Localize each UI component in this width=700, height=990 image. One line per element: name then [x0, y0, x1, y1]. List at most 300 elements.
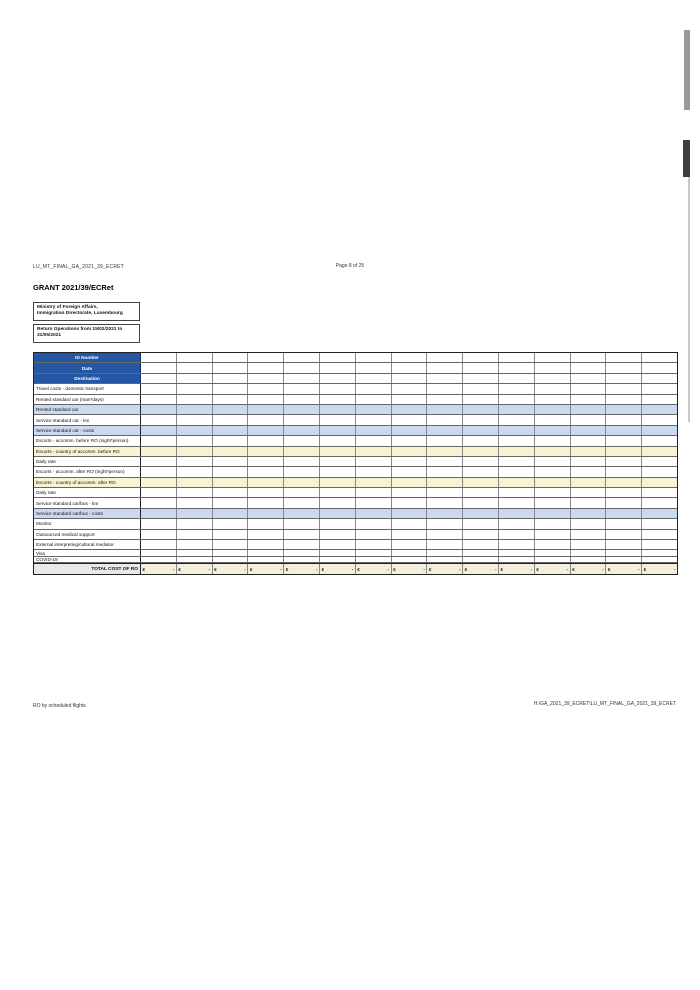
- empty-cell: [642, 436, 677, 445]
- empty-cell: [248, 467, 284, 476]
- info-box: [33, 302, 140, 346]
- currency-symbol: €: [178, 566, 181, 572]
- empty-cell: [463, 550, 499, 556]
- empty-cell: [356, 353, 392, 362]
- empty-cell: [535, 363, 571, 372]
- empty-cell: [320, 436, 356, 445]
- empty-amount: -: [315, 566, 318, 572]
- empty-cell: [606, 363, 642, 372]
- empty-cell: [320, 498, 356, 507]
- empty-cell: [392, 447, 428, 456]
- table-row: [34, 498, 677, 508]
- empty-cell: [320, 540, 356, 549]
- empty-cell: [141, 457, 177, 466]
- empty-amount: -: [423, 566, 425, 572]
- empty-cell: [499, 405, 535, 414]
- table-row: [34, 467, 677, 477]
- empty-cell: [320, 374, 356, 383]
- empty-cell: [606, 467, 642, 476]
- empty-cell: [320, 457, 356, 466]
- empty-cell: [248, 374, 284, 383]
- empty-cell: [463, 363, 499, 372]
- empty-cell: [248, 488, 284, 497]
- empty-cell: [535, 374, 571, 383]
- empty-cell: [571, 447, 607, 456]
- table-row: [34, 405, 677, 415]
- empty-cell: [392, 467, 428, 476]
- empty-cell: [463, 488, 499, 497]
- empty-cell: [248, 557, 284, 563]
- empty-cell: [571, 530, 607, 539]
- empty-cell: [284, 540, 320, 549]
- row-label: Service standard car/bus - costs: [34, 509, 141, 518]
- empty-cell: [320, 384, 356, 393]
- table-row: [34, 447, 677, 457]
- empty-cell: [392, 540, 428, 549]
- empty-cell: [606, 550, 642, 556]
- empty-cell: [571, 384, 607, 393]
- empty-cell: [571, 540, 607, 549]
- empty-cell: [392, 478, 428, 487]
- empty-cell: [463, 498, 499, 507]
- empty-cell: [642, 405, 677, 414]
- empty-cell: [535, 519, 571, 528]
- empty-cell: [356, 426, 392, 435]
- empty-cell: [177, 498, 213, 507]
- empty-cell: [213, 457, 249, 466]
- empty-cell: [427, 457, 463, 466]
- empty-cell: [356, 384, 392, 393]
- table-row: [34, 488, 677, 498]
- empty-cell: [642, 498, 677, 507]
- empty-cell: [284, 405, 320, 414]
- empty-cell: [177, 353, 213, 362]
- empty-amount: -: [566, 566, 569, 572]
- empty-cell: [642, 426, 677, 435]
- empty-cell: [427, 540, 463, 549]
- empty-cell: [320, 405, 356, 414]
- empty-cell: [606, 415, 642, 424]
- empty-cell: [320, 488, 356, 497]
- empty-cell: [427, 478, 463, 487]
- empty-cell: [535, 540, 571, 549]
- empty-cell: [571, 519, 607, 528]
- empty-cell: [213, 498, 249, 507]
- currency-symbol: €: [536, 566, 539, 572]
- empty-cell: [535, 436, 571, 445]
- ministry-line-2: Immigration Directorate, Luxembourg: [37, 311, 123, 317]
- header-label: Date: [34, 363, 141, 372]
- empty-cell: [141, 540, 177, 549]
- empty-cell: [320, 557, 356, 563]
- currency-symbol: €: [285, 566, 289, 572]
- empty-cell: [320, 395, 356, 404]
- empty-cell: [284, 415, 320, 424]
- empty-cell: [141, 498, 177, 507]
- empty-cell: [571, 436, 607, 445]
- empty-cell: [141, 405, 177, 414]
- empty-cell: [320, 478, 356, 487]
- total-cell: [392, 564, 428, 574]
- table-row: [34, 384, 677, 394]
- empty-amount: -: [494, 566, 497, 572]
- empty-cell: [427, 405, 463, 414]
- empty-cell: [499, 519, 535, 528]
- row-label: Service standard car - costs: [34, 426, 141, 435]
- empty-cell: [284, 395, 320, 404]
- empty-cell: [535, 415, 571, 424]
- empty-amount: -: [280, 566, 282, 572]
- currency-symbol: €: [500, 566, 504, 572]
- empty-cell: [427, 374, 463, 383]
- empty-cell: [499, 447, 535, 456]
- empty-cell: [141, 467, 177, 476]
- empty-cell: [499, 509, 535, 518]
- empty-cell: [141, 353, 177, 362]
- empty-cell: [535, 467, 571, 476]
- empty-cell: [248, 509, 284, 518]
- empty-cell: [213, 374, 249, 383]
- empty-cell: [213, 395, 249, 404]
- empty-cell: [427, 395, 463, 404]
- empty-cell: [284, 530, 320, 539]
- empty-cell: [427, 467, 463, 476]
- empty-cell: [284, 557, 320, 563]
- empty-cell: [141, 384, 177, 393]
- table-row: [34, 395, 677, 405]
- empty-cell: [392, 557, 428, 563]
- empty-cell: [392, 488, 428, 497]
- empty-cell: [141, 488, 177, 497]
- empty-cell: [535, 447, 571, 456]
- table-row: [34, 436, 677, 446]
- empty-cell: [606, 374, 642, 383]
- row-label: Escorts - accomm. before RO (night*person): [34, 436, 141, 445]
- total-label: TOTAL COST OF RO: [34, 564, 141, 574]
- empty-cell: [499, 530, 535, 539]
- empty-cell: [392, 353, 428, 362]
- empty-cell: [606, 457, 642, 466]
- empty-cell: [213, 467, 249, 476]
- empty-cell: [141, 530, 177, 539]
- empty-cell: [248, 498, 284, 507]
- empty-cell: [463, 467, 499, 476]
- empty-cell: [356, 405, 392, 414]
- total-cell: [248, 564, 284, 574]
- table-row: [34, 519, 677, 529]
- empty-cell: [499, 478, 535, 487]
- empty-cell: [499, 436, 535, 445]
- empty-cell: [606, 426, 642, 435]
- empty-cell: [320, 550, 356, 556]
- empty-cell: [571, 426, 607, 435]
- empty-cell: [213, 415, 249, 424]
- currency-symbol: €: [643, 566, 647, 572]
- empty-cell: [571, 353, 607, 362]
- empty-cell: [213, 557, 249, 563]
- empty-cell: [606, 498, 642, 507]
- empty-cell: [606, 353, 642, 362]
- total-cell: [320, 564, 356, 574]
- empty-cell: [356, 363, 392, 372]
- empty-cell: [392, 498, 428, 507]
- empty-cell: [427, 363, 463, 372]
- table-header-row: [34, 353, 677, 363]
- empty-amount: -: [208, 566, 211, 572]
- empty-cell: [356, 509, 392, 518]
- scan-artifact: [688, 177, 690, 422]
- currency-symbol: €: [142, 566, 146, 572]
- empty-cell: [427, 519, 463, 528]
- empty-cell: [606, 519, 642, 528]
- empty-cell: [463, 530, 499, 539]
- empty-cell: [535, 478, 571, 487]
- empty-cell: [284, 436, 320, 445]
- empty-cell: [392, 426, 428, 435]
- empty-cell: [535, 426, 571, 435]
- empty-cell: [427, 384, 463, 393]
- scan-artifact: [684, 30, 690, 110]
- empty-cell: [177, 415, 213, 424]
- empty-cell: [177, 557, 213, 563]
- empty-cell: [392, 509, 428, 518]
- row-label: Escorts - accomm. after RO (night*person): [34, 467, 141, 476]
- empty-cell: [320, 353, 356, 362]
- empty-cell: [642, 478, 677, 487]
- empty-cell: [141, 374, 177, 383]
- empty-cell: [499, 557, 535, 563]
- total-cell: [356, 564, 392, 574]
- empty-cell: [499, 488, 535, 497]
- empty-cell: [213, 436, 249, 445]
- empty-cell: [606, 395, 642, 404]
- empty-cell: [392, 405, 428, 414]
- row-label: Service standard car/bus - km: [34, 498, 141, 507]
- empty-amount: -: [602, 566, 604, 572]
- empty-cell: [284, 509, 320, 518]
- total-row: [34, 563, 677, 574]
- empty-cell: [213, 550, 249, 556]
- header-label: Destination: [34, 374, 141, 383]
- empty-cell: [427, 557, 463, 563]
- empty-cell: [213, 405, 249, 414]
- empty-cell: [499, 550, 535, 556]
- ministry-info: [33, 302, 140, 321]
- empty-cell: [427, 426, 463, 435]
- empty-cell: [141, 509, 177, 518]
- empty-cell: [392, 550, 428, 556]
- total-cell: [177, 564, 213, 574]
- empty-cell: [177, 395, 213, 404]
- empty-cell: [606, 557, 642, 563]
- empty-cell: [248, 384, 284, 393]
- empty-cell: [141, 557, 177, 563]
- row-label: Visa: [34, 550, 141, 556]
- empty-cell: [248, 457, 284, 466]
- empty-cell: [463, 447, 499, 456]
- empty-cell: [571, 557, 607, 563]
- empty-cell: [320, 509, 356, 518]
- row-label: Service standard car - km: [34, 415, 141, 424]
- empty-cell: [571, 478, 607, 487]
- empty-cell: [356, 374, 392, 383]
- empty-cell: [284, 363, 320, 372]
- empty-cell: [571, 395, 607, 404]
- empty-cell: [571, 467, 607, 476]
- row-label: Daily rate: [34, 488, 141, 497]
- return-operations-info: [33, 324, 140, 343]
- empty-cell: [463, 436, 499, 445]
- empty-cell: [499, 540, 535, 549]
- empty-cell: [606, 384, 642, 393]
- empty-cell: [248, 353, 284, 362]
- empty-cell: [535, 557, 571, 563]
- grant-title: GRANT 2021/39/ECRet: [33, 283, 114, 292]
- empty-cell: [141, 436, 177, 445]
- empty-cell: [535, 550, 571, 556]
- empty-cell: [248, 405, 284, 414]
- empty-cell: [213, 384, 249, 393]
- empty-cell: [284, 447, 320, 456]
- empty-cell: [177, 478, 213, 487]
- total-cell: [213, 564, 249, 574]
- table-row: [34, 530, 677, 540]
- empty-cell: [320, 363, 356, 372]
- empty-cell: [356, 415, 392, 424]
- empty-cell: [356, 540, 392, 549]
- empty-cell: [213, 426, 249, 435]
- empty-cell: [499, 415, 535, 424]
- empty-cell: [535, 353, 571, 362]
- table-header-row: [34, 374, 677, 384]
- empty-cell: [177, 540, 213, 549]
- row-label: Travel costs - domestic transport: [34, 384, 141, 393]
- empty-cell: [535, 509, 571, 518]
- empty-cell: [535, 395, 571, 404]
- empty-cell: [427, 415, 463, 424]
- empty-cell: [177, 467, 213, 476]
- empty-cell: [392, 436, 428, 445]
- empty-cell: [427, 353, 463, 362]
- empty-cell: [177, 384, 213, 393]
- empty-cell: [427, 498, 463, 507]
- empty-cell: [392, 415, 428, 424]
- empty-cell: [284, 467, 320, 476]
- table-row: [34, 478, 677, 488]
- empty-cell: [284, 498, 320, 507]
- empty-cell: [606, 478, 642, 487]
- empty-cell: [248, 363, 284, 372]
- total-cell: [606, 564, 642, 574]
- table-row: [34, 426, 677, 436]
- empty-cell: [499, 457, 535, 466]
- empty-cell: [499, 363, 535, 372]
- currency-symbol: €: [464, 566, 468, 572]
- empty-cell: [606, 436, 642, 445]
- empty-cell: [392, 457, 428, 466]
- currency-symbol: €: [428, 566, 432, 572]
- total-cell: [463, 564, 499, 574]
- empty-cell: [642, 374, 677, 383]
- row-label: COVID-19: [34, 557, 141, 563]
- empty-cell: [356, 530, 392, 539]
- total-cell: [141, 564, 177, 574]
- empty-cell: [535, 384, 571, 393]
- empty-cell: [248, 540, 284, 549]
- empty-cell: [356, 478, 392, 487]
- empty-cell: [463, 384, 499, 393]
- empty-cell: [642, 540, 677, 549]
- row-label: Escorts - country of accomm. after RO: [34, 478, 141, 487]
- header-label: ID Number: [34, 353, 141, 362]
- empty-cell: [642, 509, 677, 518]
- empty-cell: [356, 467, 392, 476]
- period-line-2: 31/05/2021: [37, 333, 62, 339]
- empty-cell: [284, 550, 320, 556]
- empty-cell: [392, 530, 428, 539]
- empty-cell: [284, 488, 320, 497]
- empty-cell: [571, 374, 607, 383]
- footer-file-path: H:\GA_2021_39_ECRET\LU_MT_FINAL_GA_2021_39_ECRET: [533, 701, 676, 707]
- empty-cell: [463, 540, 499, 549]
- empty-cell: [499, 384, 535, 393]
- empty-cell: [320, 467, 356, 476]
- empty-cell: [427, 550, 463, 556]
- empty-cell: [356, 436, 392, 445]
- empty-cell: [213, 540, 249, 549]
- empty-cell: [177, 550, 213, 556]
- empty-cell: [248, 447, 284, 456]
- empty-cell: [141, 478, 177, 487]
- empty-amount: -: [638, 566, 640, 572]
- empty-cell: [463, 395, 499, 404]
- empty-cell: [642, 530, 677, 539]
- empty-cell: [427, 509, 463, 518]
- currency-symbol: €: [214, 566, 217, 572]
- empty-cell: [642, 467, 677, 476]
- empty-cell: [392, 384, 428, 393]
- empty-cell: [177, 405, 213, 414]
- empty-cell: [499, 395, 535, 404]
- empty-cell: [571, 363, 607, 372]
- period-line-1: Return Operations from 15/02/2021 to: [37, 326, 123, 332]
- empty-cell: [463, 426, 499, 435]
- empty-cell: [463, 557, 499, 563]
- empty-cell: [606, 405, 642, 414]
- currency-symbol: €: [607, 566, 611, 572]
- empty-amount: -: [244, 566, 246, 572]
- empty-amount: -: [387, 566, 390, 572]
- footer-note: RO by scheduled flights: [33, 703, 86, 709]
- empty-cell: [320, 519, 356, 528]
- empty-cell: [642, 363, 677, 372]
- empty-cell: [248, 519, 284, 528]
- currency-symbol: €: [357, 566, 360, 572]
- empty-cell: [248, 478, 284, 487]
- empty-cell: [356, 488, 392, 497]
- empty-cell: [499, 498, 535, 507]
- empty-amount: -: [172, 566, 175, 572]
- empty-cell: [213, 488, 249, 497]
- row-label: Escorts - country of accomm. before RO: [34, 447, 141, 456]
- empty-cell: [213, 519, 249, 528]
- empty-cell: [177, 363, 213, 372]
- empty-amount: -: [530, 566, 533, 572]
- empty-cell: [571, 457, 607, 466]
- empty-cell: [356, 550, 392, 556]
- empty-cell: [463, 405, 499, 414]
- empty-cell: [141, 447, 177, 456]
